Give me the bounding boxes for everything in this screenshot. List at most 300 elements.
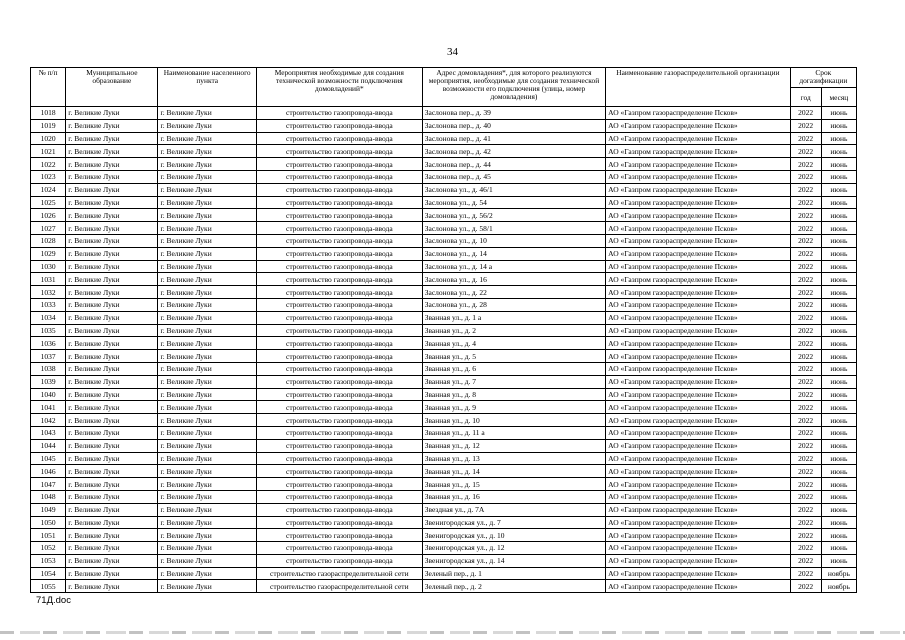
cell-settlement: г. Великие Луки	[158, 260, 256, 273]
cell-address: Заслонова ул., д. 56/2	[422, 209, 605, 222]
cell-address: Заслонова ул., д. 14 а	[422, 260, 605, 273]
table-row	[31, 273, 857, 286]
cell-settlement: г. Великие Луки	[158, 529, 256, 542]
cell-month: июнь	[821, 209, 856, 222]
cell-work: строительство газопровода-ввода	[256, 452, 422, 465]
cell-work: строительство газопровода-ввода	[256, 170, 422, 183]
cell-month: июнь	[821, 414, 856, 427]
header-settlement: Наименование населенного пункта	[158, 68, 256, 107]
cell-settlement: г. Великие Луки	[158, 196, 256, 209]
cell-address: Званная ул., д. 7	[422, 375, 605, 388]
cell-org: АО «Газпром газораспределение Псков»	[606, 401, 790, 414]
cell-work: строительство газопровода-ввода	[256, 311, 422, 324]
cell-org: АО «Газпром газораспределение Псков»	[606, 298, 790, 311]
cell-address: Звездная ул., д. 7А	[422, 503, 605, 516]
cell-month: июнь	[821, 478, 856, 491]
cell-year: 2022	[790, 337, 821, 350]
cell-num: 1026	[31, 209, 66, 222]
table-row	[31, 209, 857, 222]
cell-work: строительство газопровода-ввода	[256, 183, 422, 196]
cell-month: июнь	[821, 529, 856, 542]
cell-work: строительство газопровода-ввода	[256, 209, 422, 222]
cell-num: 1028	[31, 234, 66, 247]
cell-num: 1025	[31, 196, 66, 209]
cell-address: Заслонова ул., д. 58/1	[422, 222, 605, 235]
cell-org: АО «Газпром газораспределение Псков»	[606, 247, 790, 260]
cell-settlement: г. Великие Луки	[158, 183, 256, 196]
cell-municipality: г. Великие Луки	[66, 196, 158, 209]
cell-year: 2022	[790, 362, 821, 375]
cell-num: 1039	[31, 375, 66, 388]
cell-year: 2022	[790, 145, 821, 158]
cell-settlement: г. Великие Луки	[158, 222, 256, 235]
cell-org: АО «Газпром газораспределение Псков»	[606, 375, 790, 388]
cell-address: Звенигородская ул., д. 10	[422, 529, 605, 542]
cell-work: строительство газопровода-ввода	[256, 388, 422, 401]
cell-org: АО «Газпром газораспределение Псков»	[606, 196, 790, 209]
cell-settlement: г. Великие Луки	[158, 362, 256, 375]
cell-year: 2022	[790, 426, 821, 439]
cell-org: АО «Газпром газораспределение Псков»	[606, 439, 790, 452]
cell-municipality: г. Великие Луки	[66, 414, 158, 427]
cell-municipality: г. Великие Луки	[66, 209, 158, 222]
cell-year: 2022	[790, 132, 821, 145]
cell-org: АО «Газпром газораспределение Псков»	[606, 273, 790, 286]
cell-municipality: г. Великие Луки	[66, 247, 158, 260]
cell-org: АО «Газпром газораспределение Псков»	[606, 478, 790, 491]
cell-year: 2022	[790, 567, 821, 580]
cell-month: июнь	[821, 388, 856, 401]
cell-settlement: г. Великие Луки	[158, 132, 256, 145]
cell-address: Зеленый пер., д. 2	[422, 580, 605, 593]
cell-num: 1037	[31, 350, 66, 363]
cell-settlement: г. Великие Луки	[158, 298, 256, 311]
table-row	[31, 286, 857, 299]
cell-municipality: г. Великие Луки	[66, 388, 158, 401]
cell-org: АО «Газпром газораспределение Псков»	[606, 222, 790, 235]
cell-settlement: г. Великие Луки	[158, 107, 256, 120]
table-row	[31, 516, 857, 529]
cell-org: АО «Газпром газораспределение Псков»	[606, 158, 790, 171]
cell-settlement: г. Великие Луки	[158, 542, 256, 555]
cell-month: июнь	[821, 273, 856, 286]
cell-org: АО «Газпром газораспределение Псков»	[606, 324, 790, 337]
cell-num: 1050	[31, 516, 66, 529]
cell-municipality: г. Великие Луки	[66, 324, 158, 337]
cell-settlement: г. Великие Луки	[158, 516, 256, 529]
cell-address: Заслонова пер., д. 41	[422, 132, 605, 145]
cell-work: строительство газопровода-ввода	[256, 298, 422, 311]
cell-municipality: г. Великие Луки	[66, 478, 158, 491]
table-row	[31, 119, 857, 132]
cell-work: строительство газопровода-ввода	[256, 503, 422, 516]
cell-org: АО «Газпром газораспределение Псков»	[606, 119, 790, 132]
cell-address: Заслонова пер., д. 42	[422, 145, 605, 158]
cell-address: Заслонова ул., д. 46/1	[422, 183, 605, 196]
cell-year: 2022	[790, 529, 821, 542]
cell-settlement: г. Великие Луки	[158, 145, 256, 158]
cell-settlement: г. Великие Луки	[158, 209, 256, 222]
cell-municipality: г. Великие Луки	[66, 439, 158, 452]
cell-municipality: г. Великие Луки	[66, 119, 158, 132]
cell-month: июнь	[821, 426, 856, 439]
cell-settlement: г. Великие Луки	[158, 247, 256, 260]
cell-work: строительство газопровода-ввода	[256, 145, 422, 158]
cell-month: июнь	[821, 490, 856, 503]
cell-address: Званная ул., д. 11 а	[422, 426, 605, 439]
cell-month: июнь	[821, 132, 856, 145]
cell-year: 2022	[790, 273, 821, 286]
cell-num: 1021	[31, 145, 66, 158]
cell-settlement: г. Великие Луки	[158, 426, 256, 439]
cell-org: АО «Газпром газораспределение Псков»	[606, 286, 790, 299]
cell-month: июнь	[821, 286, 856, 299]
cell-org: АО «Газпром газораспределение Псков»	[606, 170, 790, 183]
cell-year: 2022	[790, 324, 821, 337]
cell-address: Званная ул., д. 16	[422, 490, 605, 503]
cell-municipality: г. Великие Луки	[66, 260, 158, 273]
cell-work: строительство газопровода-ввода	[256, 465, 422, 478]
cell-org: АО «Газпром газораспределение Псков»	[606, 183, 790, 196]
table-row	[31, 567, 857, 580]
cell-org: АО «Газпром газораспределение Псков»	[606, 414, 790, 427]
cell-year: 2022	[790, 375, 821, 388]
cell-settlement: г. Великие Луки	[158, 490, 256, 503]
cell-month: июнь	[821, 298, 856, 311]
cell-year: 2022	[790, 478, 821, 491]
cell-work: строительство газопровода-ввода	[256, 337, 422, 350]
cell-work: строительство газопровода-ввода	[256, 439, 422, 452]
cell-municipality: г. Великие Луки	[66, 222, 158, 235]
cell-address: Звенигородская ул., д. 14	[422, 554, 605, 567]
cell-address: Званная ул., д. 15	[422, 478, 605, 491]
cell-month: июнь	[821, 222, 856, 235]
cell-municipality: г. Великие Луки	[66, 337, 158, 350]
cell-num: 1030	[31, 260, 66, 273]
cell-work: строительство газопровода-ввода	[256, 158, 422, 171]
cell-settlement: г. Великие Луки	[158, 503, 256, 516]
cell-settlement: г. Великие Луки	[158, 465, 256, 478]
cell-num: 1033	[31, 298, 66, 311]
cell-org: АО «Газпром газораспределение Псков»	[606, 260, 790, 273]
table-row	[31, 132, 857, 145]
cell-month: июнь	[821, 311, 856, 324]
table-body	[31, 107, 857, 593]
cell-settlement: г. Великие Луки	[158, 452, 256, 465]
cell-settlement: г. Великие Луки	[158, 324, 256, 337]
cell-work: строительство газопровода-ввода	[256, 119, 422, 132]
cell-year: 2022	[790, 298, 821, 311]
cell-num: 1038	[31, 362, 66, 375]
cell-settlement: г. Великие Луки	[158, 567, 256, 580]
cell-month: июнь	[821, 503, 856, 516]
cell-address: Званная ул., д. 14	[422, 465, 605, 478]
cell-address: Званная ул., д. 10	[422, 414, 605, 427]
cell-num: 1027	[31, 222, 66, 235]
cell-month: июнь	[821, 158, 856, 171]
cell-work: строительство газопровода-ввода	[256, 426, 422, 439]
cell-org: АО «Газпром газораспределение Псков»	[606, 452, 790, 465]
cell-municipality: г. Великие Луки	[66, 452, 158, 465]
cell-address: Звенигородская ул., д. 12	[422, 542, 605, 555]
cell-municipality: г. Великие Луки	[66, 107, 158, 120]
table-row	[31, 260, 857, 273]
cell-year: 2022	[790, 196, 821, 209]
cell-address: Заслонова пер., д. 45	[422, 170, 605, 183]
cell-num: 1020	[31, 132, 66, 145]
cell-num: 1048	[31, 490, 66, 503]
cell-municipality: г. Великие Луки	[66, 362, 158, 375]
page-number: 34	[447, 46, 458, 58]
cell-year: 2022	[790, 209, 821, 222]
cell-month: июнь	[821, 260, 856, 273]
cell-num: 1024	[31, 183, 66, 196]
cell-address: Званная ул., д. 2	[422, 324, 605, 337]
cell-num: 1034	[31, 311, 66, 324]
cell-month: июнь	[821, 375, 856, 388]
cell-work: строительство газопровода-ввода	[256, 324, 422, 337]
cell-work: строительство газопровода-ввода	[256, 554, 422, 567]
cell-municipality: г. Великие Луки	[66, 298, 158, 311]
cell-municipality: г. Великие Луки	[66, 375, 158, 388]
cell-org: АО «Газпром газораспределение Псков»	[606, 542, 790, 555]
cell-municipality: г. Великие Луки	[66, 132, 158, 145]
cell-municipality: г. Великие Луки	[66, 286, 158, 299]
cell-address: Заслонова ул., д. 14	[422, 247, 605, 260]
cell-num: 1046	[31, 465, 66, 478]
table-row	[31, 234, 857, 247]
cell-settlement: г. Великие Луки	[158, 554, 256, 567]
cell-municipality: г. Великие Луки	[66, 401, 158, 414]
cell-num: 1041	[31, 401, 66, 414]
cell-address: Званная ул., д. 8	[422, 388, 605, 401]
cell-work: строительство газораспределительной сети	[256, 567, 422, 580]
table-row	[31, 362, 857, 375]
cell-year: 2022	[790, 388, 821, 401]
cell-year: 2022	[790, 286, 821, 299]
cell-org: АО «Газпром газораспределение Псков»	[606, 516, 790, 529]
cell-year: 2022	[790, 580, 821, 593]
header-work: Мероприятия необходимые для создания технической возможности подключения домовладений*	[256, 68, 422, 107]
cell-municipality: г. Великие Луки	[66, 426, 158, 439]
table-row	[31, 439, 857, 452]
cell-year: 2022	[790, 542, 821, 555]
table-row	[31, 170, 857, 183]
cell-month: июнь	[821, 196, 856, 209]
cell-address: Званная ул., д. 12	[422, 439, 605, 452]
cell-month: июнь	[821, 247, 856, 260]
cell-settlement: г. Великие Луки	[158, 478, 256, 491]
cell-org: АО «Газпром газораспределение Псков»	[606, 465, 790, 478]
cell-org: АО «Газпром газораспределение Псков»	[606, 350, 790, 363]
cell-month: июнь	[821, 337, 856, 350]
cell-org: АО «Газпром газораспределение Псков»	[606, 529, 790, 542]
cell-year: 2022	[790, 170, 821, 183]
cell-settlement: г. Великие Луки	[158, 388, 256, 401]
cell-work: строительство газопровода-ввода	[256, 375, 422, 388]
cell-num: 1035	[31, 324, 66, 337]
cell-settlement: г. Великие Луки	[158, 337, 256, 350]
cell-num: 1047	[31, 478, 66, 491]
cell-month: июнь	[821, 516, 856, 529]
cell-address: Зеленый пер., д. 1	[422, 567, 605, 580]
cell-settlement: г. Великие Луки	[158, 119, 256, 132]
table-row	[31, 337, 857, 350]
cell-num: 1029	[31, 247, 66, 260]
cell-org: АО «Газпром газораспределение Псков»	[606, 490, 790, 503]
table-row	[31, 350, 857, 363]
cell-municipality: г. Великие Луки	[66, 170, 158, 183]
cell-municipality: г. Великие Луки	[66, 465, 158, 478]
cell-work: строительство газопровода-ввода	[256, 132, 422, 145]
header-municipality: Муниципальное образование	[66, 68, 158, 107]
table-row	[31, 222, 857, 235]
cell-num: 1055	[31, 580, 66, 593]
scan-artifact-line	[0, 631, 905, 634]
cell-municipality: г. Великие Луки	[66, 273, 158, 286]
cell-org: АО «Газпром газораспределение Псков»	[606, 503, 790, 516]
cell-year: 2022	[790, 503, 821, 516]
cell-work: строительство газопровода-ввода	[256, 350, 422, 363]
table-row	[31, 465, 857, 478]
cell-num: 1052	[31, 542, 66, 555]
cell-month: июнь	[821, 350, 856, 363]
table-row	[31, 490, 857, 503]
cell-settlement: г. Великие Луки	[158, 375, 256, 388]
table-row	[31, 426, 857, 439]
cell-org: АО «Газпром газораспределение Псков»	[606, 362, 790, 375]
cell-num: 1032	[31, 286, 66, 299]
table-row	[31, 145, 857, 158]
cell-year: 2022	[790, 260, 821, 273]
table-row	[31, 158, 857, 171]
cell-month: июнь	[821, 234, 856, 247]
cell-org: АО «Газпром газораспределение Псков»	[606, 132, 790, 145]
table-row	[31, 452, 857, 465]
cell-month: ноябрь	[821, 580, 856, 593]
cell-year: 2022	[790, 107, 821, 120]
table-row	[31, 311, 857, 324]
cell-municipality: г. Великие Луки	[66, 567, 158, 580]
cell-month: июнь	[821, 324, 856, 337]
cell-work: строительство газопровода-ввода	[256, 542, 422, 555]
cell-municipality: г. Великие Луки	[66, 542, 158, 555]
cell-year: 2022	[790, 183, 821, 196]
cell-address: Званная ул., д. 9	[422, 401, 605, 414]
cell-num: 1054	[31, 567, 66, 580]
cell-municipality: г. Великие Луки	[66, 503, 158, 516]
table-row	[31, 196, 857, 209]
cell-work: строительство газопровода-ввода	[256, 529, 422, 542]
cell-month: июнь	[821, 183, 856, 196]
cell-work: строительство газопровода-ввода	[256, 401, 422, 414]
cell-month: июнь	[821, 119, 856, 132]
cell-work: строительство газопровода-ввода	[256, 234, 422, 247]
cell-municipality: г. Великие Луки	[66, 516, 158, 529]
cell-municipality: г. Великие Луки	[66, 554, 158, 567]
cell-work: строительство газопровода-ввода	[256, 260, 422, 273]
cell-work: строительство газопровода-ввода	[256, 286, 422, 299]
cell-settlement: г. Великие Луки	[158, 234, 256, 247]
cell-work: строительство газопровода-ввода	[256, 196, 422, 209]
cell-municipality: г. Великие Луки	[66, 529, 158, 542]
cell-work: строительство газораспределительной сети	[256, 580, 422, 593]
cell-num: 1042	[31, 414, 66, 427]
cell-month: июнь	[821, 465, 856, 478]
cell-settlement: г. Великие Луки	[158, 311, 256, 324]
cell-month: июнь	[821, 107, 856, 120]
cell-municipality: г. Великие Луки	[66, 490, 158, 503]
cell-municipality: г. Великие Луки	[66, 158, 158, 171]
cell-num: 1044	[31, 439, 66, 452]
cell-year: 2022	[790, 465, 821, 478]
cell-num: 1019	[31, 119, 66, 132]
cell-work: строительство газопровода-ввода	[256, 107, 422, 120]
cell-org: АО «Газпром газораспределение Псков»	[606, 388, 790, 401]
header-org: Наименование газораспределительной организации	[606, 68, 790, 107]
cell-settlement: г. Великие Луки	[158, 286, 256, 299]
table-row	[31, 503, 857, 516]
cell-address: Заслонова ул., д. 10	[422, 234, 605, 247]
cell-month: июнь	[821, 401, 856, 414]
cell-municipality: г. Великие Луки	[66, 311, 158, 324]
cell-settlement: г. Великие Луки	[158, 401, 256, 414]
cell-month: ноябрь	[821, 567, 856, 580]
cell-address: Звенигородская ул., д. 7	[422, 516, 605, 529]
table-row	[31, 542, 857, 555]
cell-num: 1043	[31, 426, 66, 439]
cell-year: 2022	[790, 247, 821, 260]
cell-municipality: г. Великие Луки	[66, 350, 158, 363]
cell-settlement: г. Великие Луки	[158, 158, 256, 171]
cell-org: АО «Газпром газораспределение Псков»	[606, 426, 790, 439]
cell-year: 2022	[790, 439, 821, 452]
cell-num: 1045	[31, 452, 66, 465]
cell-address: Заслонова ул., д. 54	[422, 196, 605, 209]
cell-month: июнь	[821, 145, 856, 158]
cell-num: 1051	[31, 529, 66, 542]
cell-year: 2022	[790, 401, 821, 414]
cell-num: 1023	[31, 170, 66, 183]
cell-year: 2022	[790, 119, 821, 132]
table-row	[31, 388, 857, 401]
cell-num: 1040	[31, 388, 66, 401]
cell-work: строительство газопровода-ввода	[256, 414, 422, 427]
cell-address: Званная ул., д. 4	[422, 337, 605, 350]
cell-num: 1036	[31, 337, 66, 350]
cell-month: июнь	[821, 170, 856, 183]
cell-address: Заслонова ул., д. 22	[422, 286, 605, 299]
cell-settlement: г. Великие Луки	[158, 580, 256, 593]
table-row	[31, 298, 857, 311]
table-row	[31, 554, 857, 567]
cell-municipality: г. Великие Луки	[66, 183, 158, 196]
cell-address: Заслонова ул., д. 16	[422, 273, 605, 286]
cell-org: АО «Газпром газораспределение Псков»	[606, 107, 790, 120]
cell-year: 2022	[790, 350, 821, 363]
cell-year: 2022	[790, 158, 821, 171]
cell-address: Заслонова пер., д. 40	[422, 119, 605, 132]
cell-year: 2022	[790, 452, 821, 465]
cell-work: строительство газопровода-ввода	[256, 490, 422, 503]
cell-work: строительство газопровода-ввода	[256, 222, 422, 235]
table-row	[31, 247, 857, 260]
cell-address: Званная ул., д. 6	[422, 362, 605, 375]
cell-work: строительство газопровода-ввода	[256, 273, 422, 286]
cell-municipality: г. Великие Луки	[66, 234, 158, 247]
cell-year: 2022	[790, 554, 821, 567]
cell-year: 2022	[790, 222, 821, 235]
